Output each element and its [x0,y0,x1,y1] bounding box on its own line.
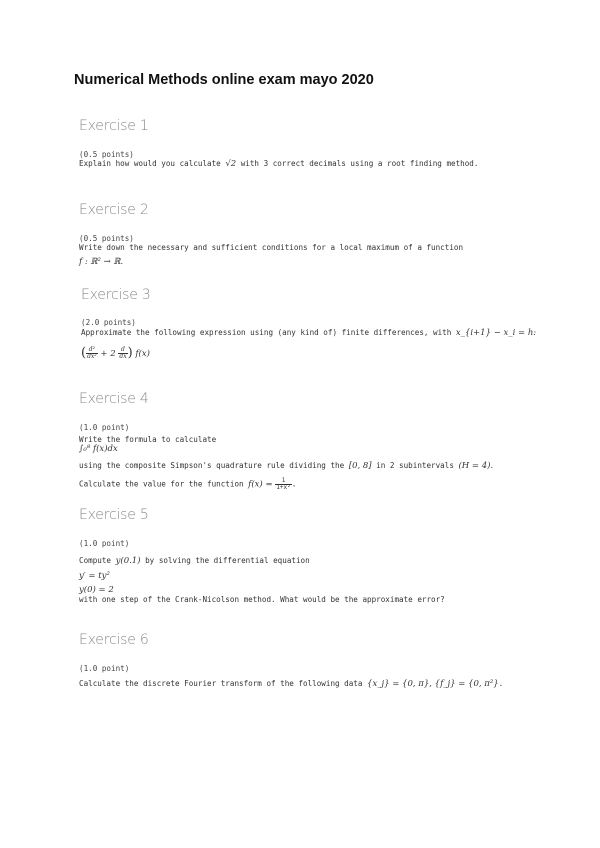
exercise-3-text-a: Approximate the following expression using (any kind of) finite differences, with [81,328,456,337]
exercise-1-text-b: with 3 correct decimals using a root finding method. [236,159,479,168]
exercise-2-text: Write down the necessary and sufficient conditions for a local maximum of a function [79,243,464,252]
sqrt2-math: √2 [225,159,237,169]
simpson-text-b: in 2 subintervals [371,461,459,470]
exercise-1-heading: Exercise 1 [79,118,149,134]
exercise-2-points: (0.5 points) [79,234,134,243]
exercise-3-points: (2.0 points) [81,318,136,327]
left-paren: ( [81,345,87,361]
interval-math: [0, 8] [348,461,372,471]
second-derivative-op: $\frac{\text{d²}}{\text{dx²}}$ [87,346,97,360]
xj-data-math: {x_j} = {0, π}, [367,679,432,689]
exercise-6-text-a: Calculate the discrete Fourier transform of the following data [79,679,368,688]
exercise-3-heading: Exercise 3 [81,287,151,303]
y01-math: y(0.1) [115,556,141,566]
exercise-4-points: (1.0 point) [79,423,130,432]
fx-tail: f(x) [132,349,150,359]
exercise-5-text [79,556,310,566]
exercise-5-heading: Exercise 5 [79,507,149,523]
exercise-5-text-b: by solving the differential equation [140,556,310,565]
fj-data-math: {f_j} = {0, π²} [431,679,499,689]
exercise-6-points: (1.0 point) [79,664,130,673]
exercise-2-heading: Exercise 2 [79,202,149,218]
exercise-1-text [79,159,478,169]
ode-equation: y′ = ty² [79,571,110,581]
exercise-5-text-a: Compute [79,556,116,565]
exercise-3-expression [81,347,150,360]
function-fraction: $\frac{1}{\text{1+x²}}$ [276,477,291,491]
exercise-6-heading: Exercise 6 [79,632,149,648]
exercise-4-calc-text [79,478,296,491]
right-paren: ) [127,345,133,361]
initial-condition: y(0) = 2 [79,585,114,595]
exercise-1-points: (0.5 points) [79,150,134,159]
exercise-6-text-end: . [498,679,504,688]
integral-math: ∫₀⁸ f(x)dx [79,444,118,454]
subinterval-math: (H = 4). [458,461,494,471]
simpson-text-a: using the composite Simpson's quadrature rule dividing the [79,461,349,470]
first-derivative-op: $\frac{d}{dx}$ [119,346,127,360]
exercise-6-text [79,679,503,689]
exercise-1-text-a: Explain how would you calculate [79,159,226,168]
exercise-4-text: Write the formula to calculate [79,435,217,444]
exercise-5-points: (1.0 point) [79,539,130,548]
plus-two: + 2 [97,349,119,359]
function-math: f(x) = [248,479,276,490]
exercise-5-method-text: with one step of the Crank-Nicolson method. What would be the approximate error? [79,595,445,604]
calc-text-end: . [291,479,297,489]
document-title: Numerical Methods online exam mayo 2020 [74,72,374,88]
exercise-4-heading: Exercise 4 [79,391,149,407]
exercise-3-text [81,328,536,338]
exercise-4-simpson-text [79,461,493,471]
exercise-2-function-math: f : ℝ² → ℝ. [79,257,124,267]
calc-text-a: Calculate the value for the function [79,479,249,489]
step-size-math: x_{i+1} − x_i = h: [455,328,537,338]
